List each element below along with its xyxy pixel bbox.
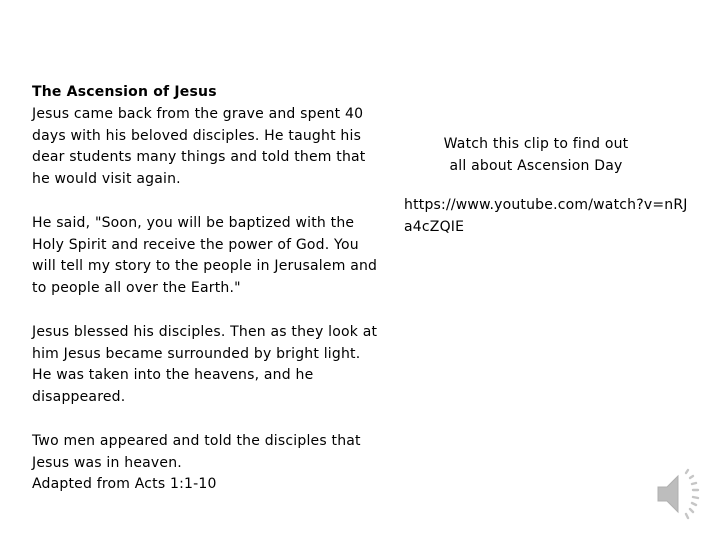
- watch-clip-line-2: all about Ascension Day: [449, 158, 623, 174]
- story-paragraph-4: Two men appeared and told the disciples that Jesus was in heaven.: [32, 432, 361, 471]
- story-paragraph-2: He said, "Soon, you will be baptized with the Holy Spirit and receive the power of God. You will tell my story to the people in Jerusalem and to people all over the Earth.": [32, 214, 378, 297]
- youtube-link[interactable]: https://www.youtube.com/watch?v=nRJa4cZQIE: [404, 197, 688, 235]
- story-paragraph-3: Jesus blessed his disciples. Then as they look at him Jesus became surrounded by bright light. He was taken into the heavens, and he disappeared.: [32, 323, 378, 406]
- speaker-icon[interactable]: [654, 464, 704, 524]
- clip-info: [404, 133, 704, 238]
- story-text-block: [32, 82, 382, 496]
- source-citation: Adapted from Acts 1:1-10: [32, 476, 217, 493]
- story-paragraph-1: Jesus came back from the grave and spent 40 days with his beloved disciples. He taught his dear students many things and told them that he would visit again.: [32, 105, 366, 188]
- watch-clip-line-1: Watch this clip to find out: [443, 136, 629, 152]
- slide-title: The Ascension of Jesus: [32, 84, 217, 100]
